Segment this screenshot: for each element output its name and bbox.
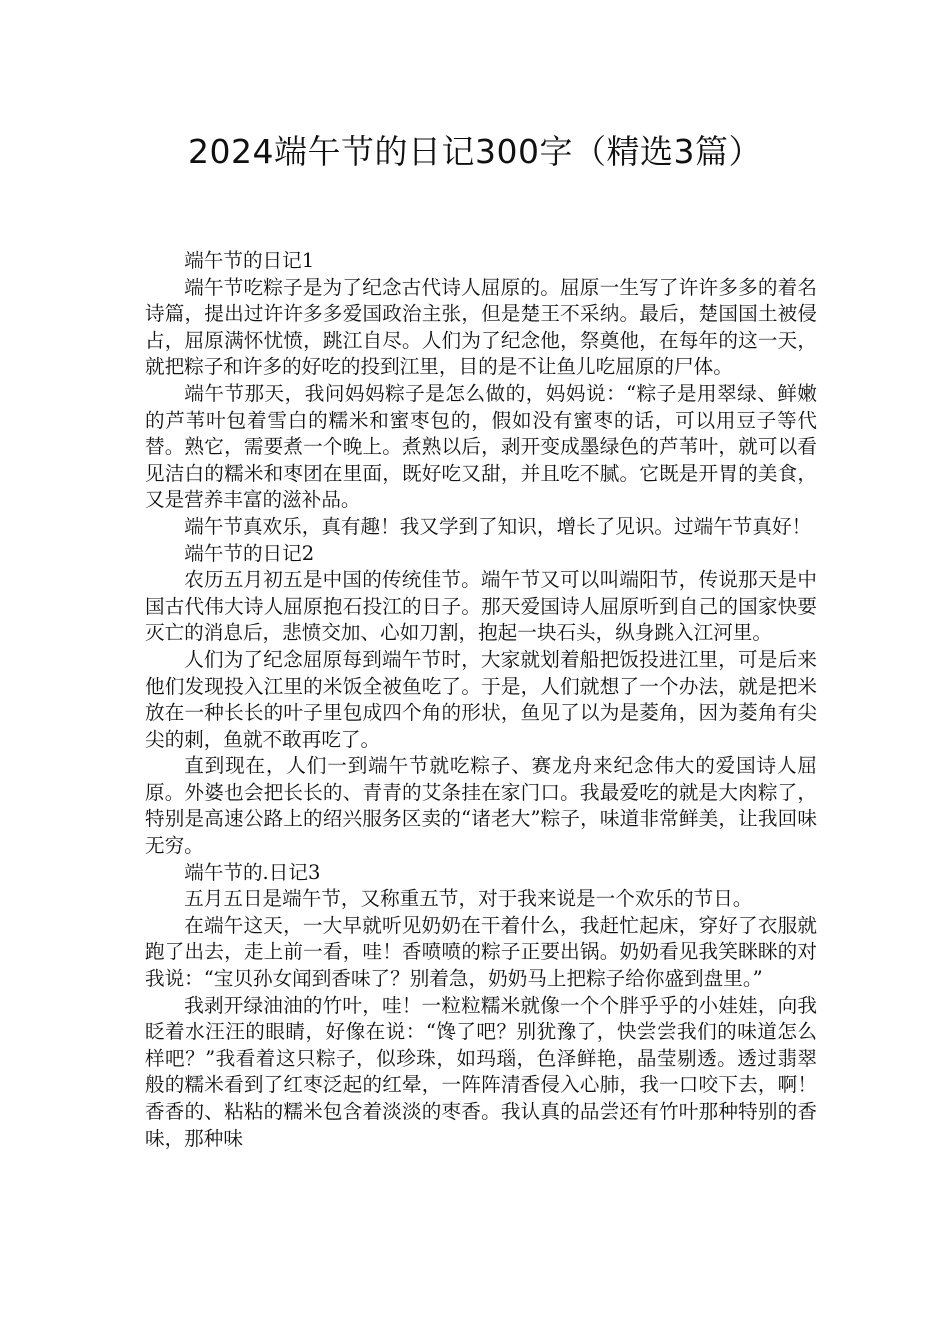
paragraph: 端午节真欢乐，真有趣！我又学到了知识，增长了见识。过端午节真好！ bbox=[184, 514, 812, 538]
document-title: 2024端午节的日记300字（精选3篇） bbox=[188, 132, 762, 171]
document-body bbox=[145, 248, 817, 1152]
paragraph: 五月五日是端午节，又称重五节，对于我来说是一个欢乐的节日。 bbox=[184, 887, 753, 911]
section-heading-2: 端午节的日记2 bbox=[184, 541, 315, 565]
paragraph: 端午节吃粽子是为了纪念古代诗人屈原的。屈原一生写了许许多多的着名诗篇，提出过许许多多爱国政治主张，但是楚王不采纳。最后，楚国国土被侵占，屈原满怀忧愤，跳江自尽。人们为了纪念他，祭奠他，在每年的这一天，就把粽子和许多的好吃的投到江里，目的是不让鱼儿吃屈原的尸体。 bbox=[145, 275, 817, 379]
paragraph: 农历五月初五是中国的传统佳节。端午节又可以叫端阳节，传说那天是中国古代伟大诗人屈原抱石投江的日子。那天爱国诗人屈原听到自己的国家快要灭亡的消息后，悲愤交加、心如刀割，抱起一块石头，纵身跳入江河里。 bbox=[145, 568, 817, 645]
section-heading-1: 端午节的日记1 bbox=[184, 249, 315, 272]
section-heading-3: 端午节的.日记3 bbox=[184, 860, 321, 884]
paragraph: 在端午这天，一大早就听见奶奶在干着什么，我赶忙起床，穿好了衣服就跑了出去，走上前一看，哇！香喷喷的粽子正要出锅。奶奶看见我笑眯眯的对我说：“宝贝孙女闻到香味了？别着急，奶奶马上把粽子给你盛到盘里。” bbox=[145, 913, 817, 991]
paragraph: 直到现在，人们一到端午节就吃粽子、赛龙舟来纪念伟大的爱国诗人屈原。外婆也会把长长的、青青的艾条挂在家门口。我最爱吃的就是大肉粽了，特别是高速公路上的绍兴服务区卖的“诸老大”粽子，味道非常鲜美，让我回味无穷。 bbox=[145, 754, 817, 858]
paragraph: 我剥开绿油油的竹叶，哇！一粒粒糯米就像一个个胖乎乎的小娃娃，向我眨着水汪汪的眼睛，好像在说：“馋了吧？别犹豫了，快尝尝我们的味道怎么样吧？”我看着这只粽子，似珍珠，如玛瑙，色泽鲜艳，晶莹剔透。透过翡翠般的糯米看到了红枣泛起的红晕，一阵阵清香侵入心肺，我一口咬下去，啊！香香的、粘粘的糯米包含着淡淡的枣香。我认真的品尝还有竹叶那种特别的香味，那种味 bbox=[145, 993, 817, 1150]
paragraph: 端午节那天，我问妈妈粽子是怎么做的，妈妈说：“粽子是用翠绿、鲜嫩的芦苇叶包着雪白的糯米和蜜枣包的，假如没有蜜枣的话，可以用豆子等代替。熟它，需要煮一个晚上。煮熟以后，剥开变成墨绿色的芦苇叶，就可以看见洁白的糯米和枣团在里面，既好吃又甜，并且吃不腻。它既是开胃的美食，又是营养丰富的滋补品。 bbox=[145, 381, 817, 512]
paragraph: 人们为了纪念屈原每到端午节时，大家就划着船把饭投进江里，可是后来他们发现投入江里的米饭全被鱼吃了。于是，人们就想了一个办法，就是把米放在一种长长的叶子里包成四个角的形状，鱼见了以为是菱角，因为菱角有尖尖的刺，鱼就不敢再吃了。 bbox=[145, 647, 817, 751]
